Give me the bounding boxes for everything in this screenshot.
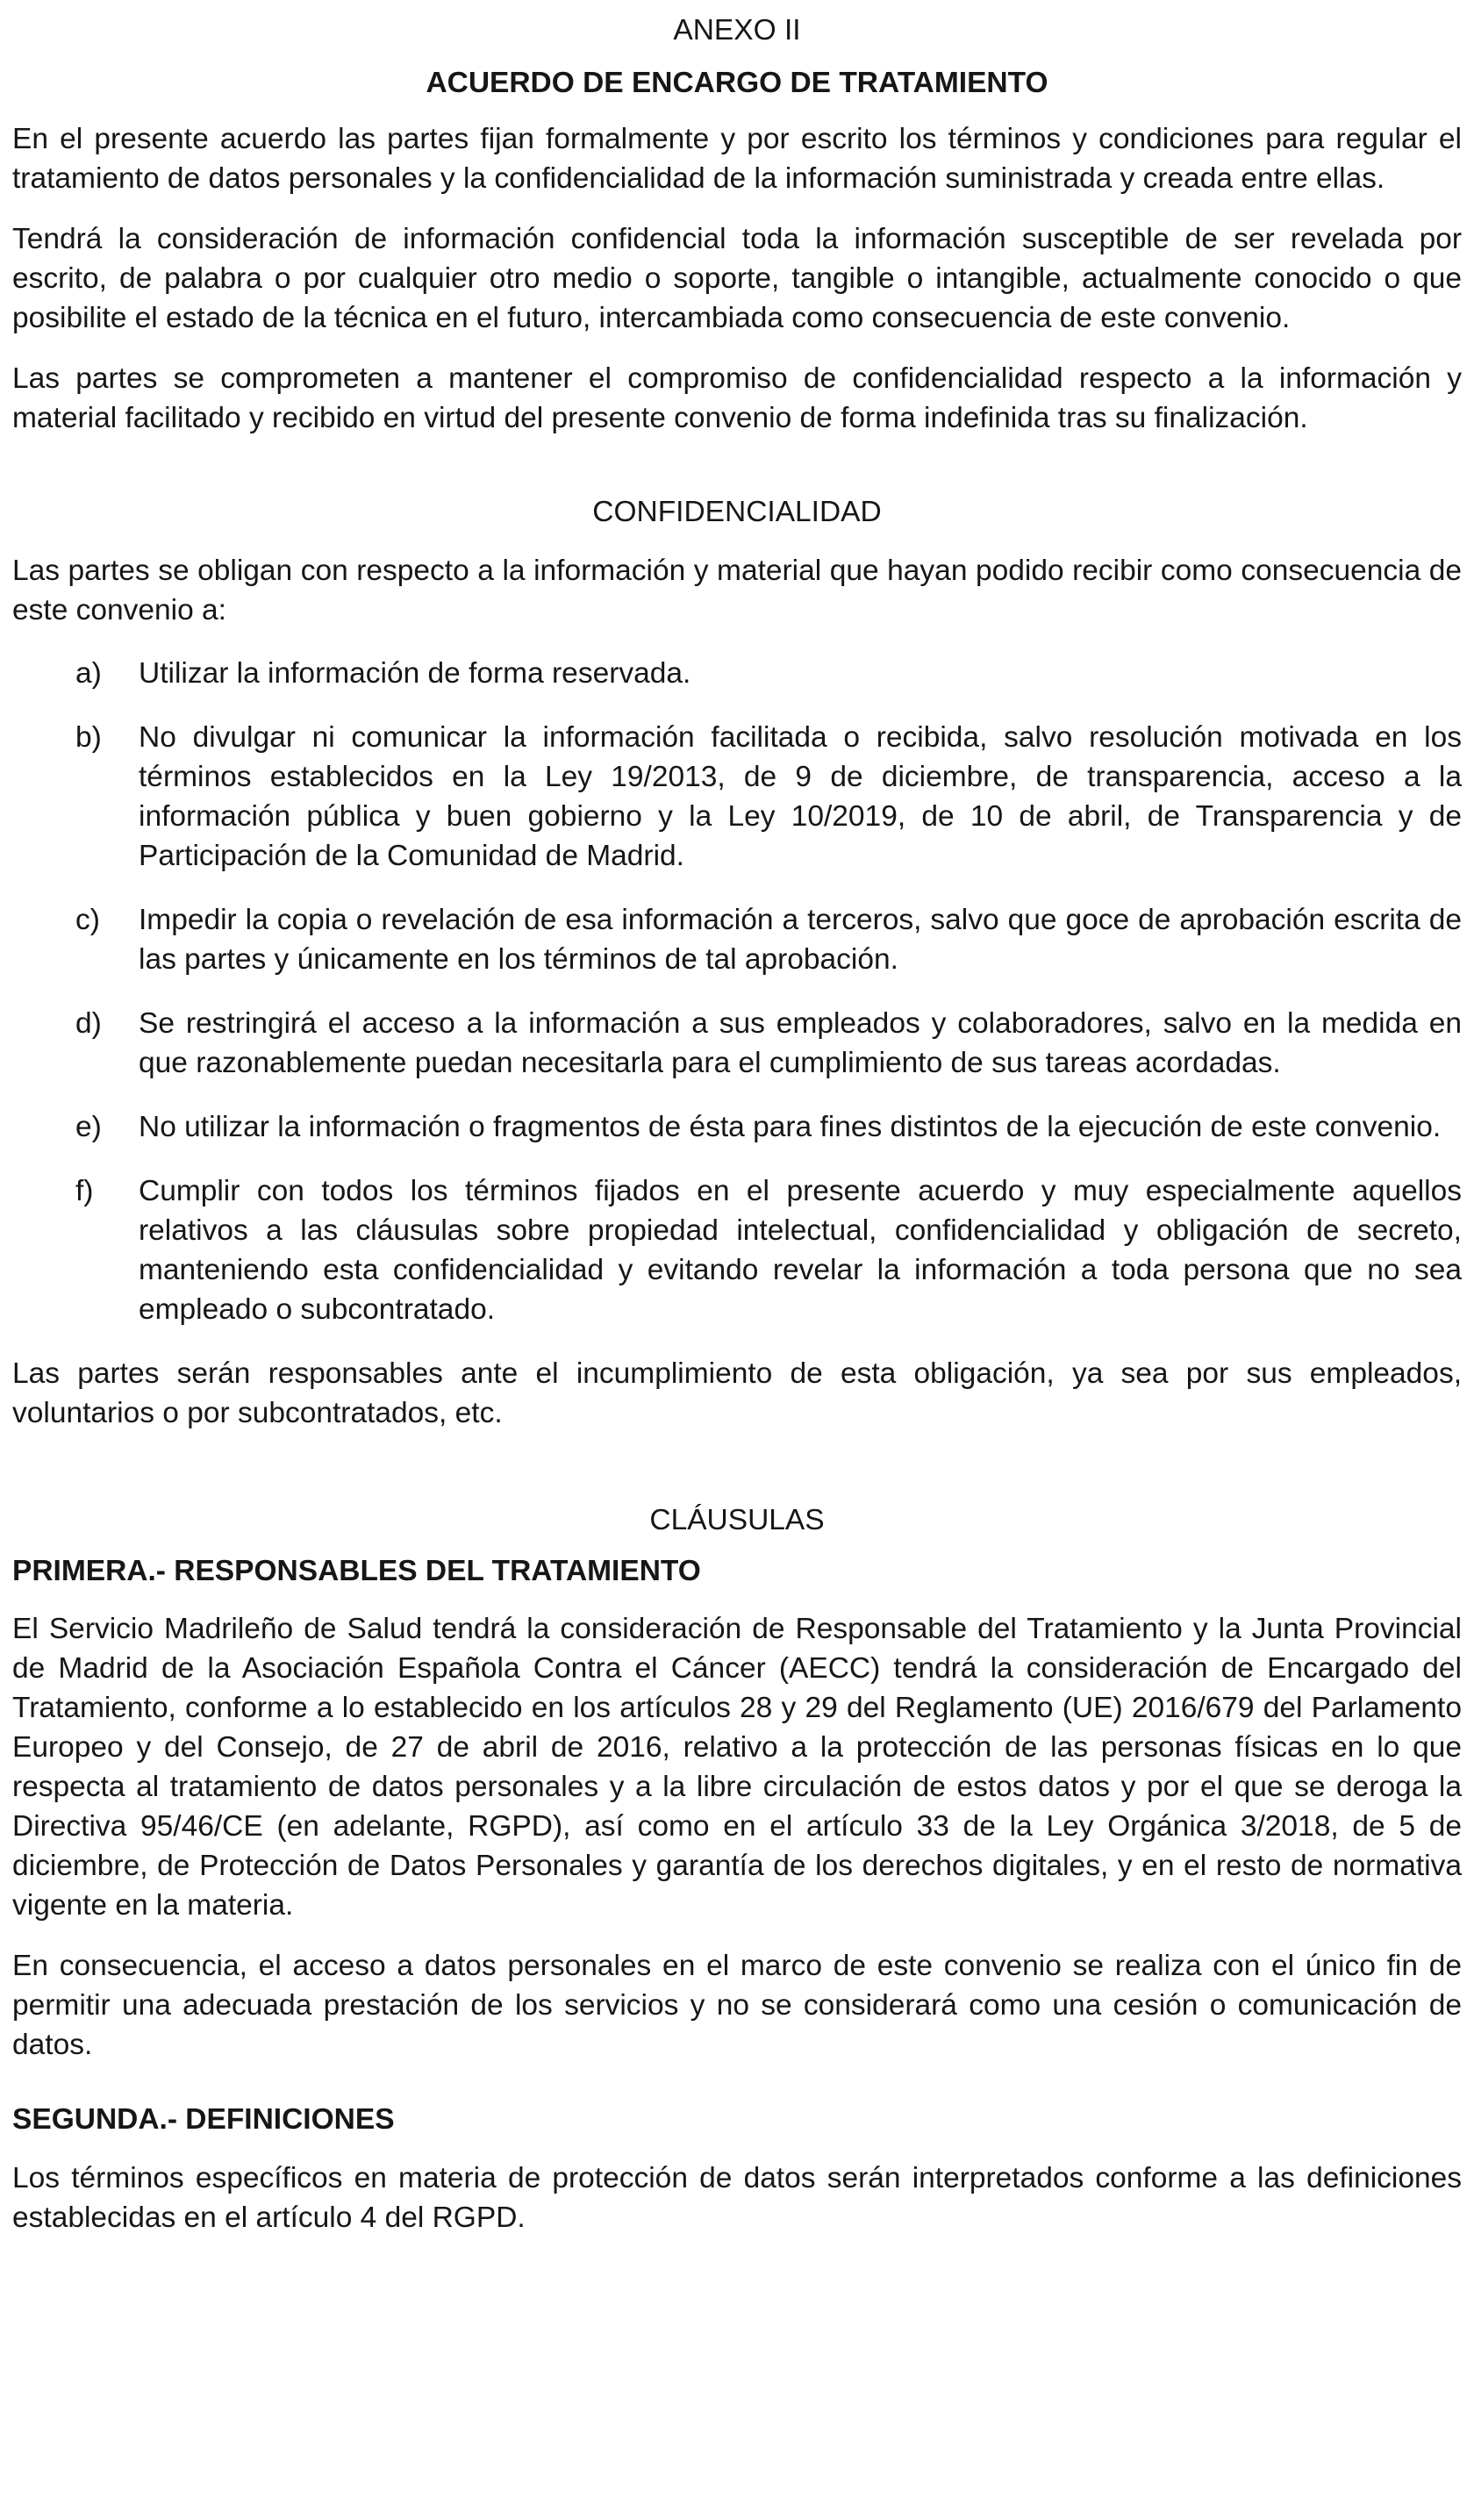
confidentiality-closing: Las partes serán responsables ante el incumplimiento de esta obligación, ya sea por sus empleados, voluntarios o por subcontratados, etc. [12, 1357, 1462, 1429]
clauses-section [12, 1500, 1462, 2237]
obligation-item-e [12, 1107, 1462, 1147]
document-title: ACUERDO DE ENCARGO DE TRATAMIENTO [426, 67, 1048, 99]
first-clause-paragraph-2: En consecuencia, el acceso a datos personales en el marco de este convenio se realiza con el único fin de permitir una adecuada prestación de los servicios y no se considerará como una cesión o comunicación de datos. [12, 1950, 1462, 2061]
intro-section [12, 119, 1462, 438]
confidentiality-obligations-list [12, 654, 1462, 1329]
obligation-item-d [12, 1004, 1462, 1083]
second-clause-paragraph-1: Los términos específicos en materia de protección de datos serán interpretados conforme a las definiciones establecidas en el artículo 4 del RGPD. [12, 2162, 1462, 2234]
item-text: Utilizar la información de forma reservada. [139, 657, 691, 690]
confidentiality-heading: CONFIDENCIALIDAD [592, 496, 882, 528]
item-letter: f) [75, 1175, 94, 1207]
item-text: Impedir la copia o revelación de esa información a terceros, salvo que goce de aprobación escrita de las partes y únicamente en los términos de tal aprobación. [139, 904, 1462, 976]
intro-paragraph-2: Tendrá la consideración de información confidencial toda la información susceptible de ser revelada por escrito, de palabra o por cualquier otro medio o soporte, tangible o intangible, actualmente conocido o que posibilite el estado de la técnica en el futuro, intercambiada como consecuencia de este convenio. [12, 223, 1462, 334]
first-clause-paragraph-1: El Servicio Madrileño de Salud tendrá la consideración de Responsable del Tratamiento y la Junta Provincial de Madrid de la Asociación Española Contra el Cáncer (AECC) tendrá la consideración de Encargado del Tratamiento, conforme a lo establecido en los artículos 28 y 29 del Reglamento (UE) 2016/679 del Parlamento Europeo y del Consejo, de 27 de abril de 2016, relativo a la protección de las personas físicas en lo que respecta al tratamiento de datos personales y a la libre circulación de estos datos y por el que se deroga la Directiva 95/46/CE (en adelante, RGPD), así como en el artículo 33 de la Ley Orgánica 3/2018, de 5 de diciembre, de Protección de Datos Personales y garantía de los derechos digitales, y en el resto de normativa vigente en la materia. [12, 1613, 1462, 1922]
item-letter: e) [75, 1111, 102, 1143]
document-page [12, 11, 1462, 2237]
first-clause-heading: PRIMERA.- RESPONSABLES DEL TRATAMIENTO [12, 1555, 701, 1587]
item-text: Cumplir con todos los términos fijados en el presente acuerdo y muy especialmente aquellos relativos a las cláusulas sobre propiedad intelectual, confidencialidad y obligación de secreto, manteniendo esta confidencialidad y evitando revelar la información a toda persona que no sea empleado o subcontratado. [139, 1175, 1462, 1326]
item-letter: c) [75, 904, 100, 936]
obligation-item-a [12, 654, 1462, 693]
intro-paragraph-1: En el presente acuerdo las partes fijan formalmente y por escrito los términos y condiciones para regular el tratamiento de datos personales y la confidencialidad de la información suministrada y creada entre ellas. [12, 123, 1462, 195]
annex-label: ANEXO II [673, 14, 801, 47]
confidentiality-lead: Las partes se obligan con respecto a la información y material que hayan podido recibir como consecuencia de este convenio a: [12, 555, 1462, 626]
item-text: No utilizar la información o fragmentos de ésta para fines distintos de la ejecución de este convenio. [139, 1111, 1442, 1143]
item-letter: b) [75, 721, 102, 754]
item-letter: a) [75, 657, 102, 690]
item-text: Se restringirá el acceso a la información a sus empleados y colaboradores, salvo en la medida en que razonablemente puedan necesitarla para el cumplimiento de sus tareas acordadas. [139, 1007, 1462, 1079]
obligation-item-c [12, 900, 1462, 979]
clauses-heading: CLÁUSULAS [649, 1504, 825, 1536]
obligation-item-b [12, 718, 1462, 876]
obligation-item-f [12, 1171, 1462, 1329]
item-text: No divulgar ni comunicar la información facilitada o recibida, salvo resolución motivada en los términos establecidos en la Ley 19/2013, de 9 de diciembre, de transparencia, acceso a la información pública y buen gobierno y la Ley 10/2019, de 10 de abril, de Transparencia y de Participación de la Comunidad de Madrid. [139, 721, 1462, 872]
confidentiality-section [12, 492, 1462, 1433]
second-clause-heading: SEGUNDA.- DEFINICIONES [12, 2103, 395, 2136]
item-letter: d) [75, 1007, 102, 1040]
intro-paragraph-3: Las partes se comprometen a mantener el compromiso de confidencialidad respecto a la información y material facilitado y recibido en virtud del presente convenio de forma indefinida tras su finalización. [12, 362, 1462, 434]
